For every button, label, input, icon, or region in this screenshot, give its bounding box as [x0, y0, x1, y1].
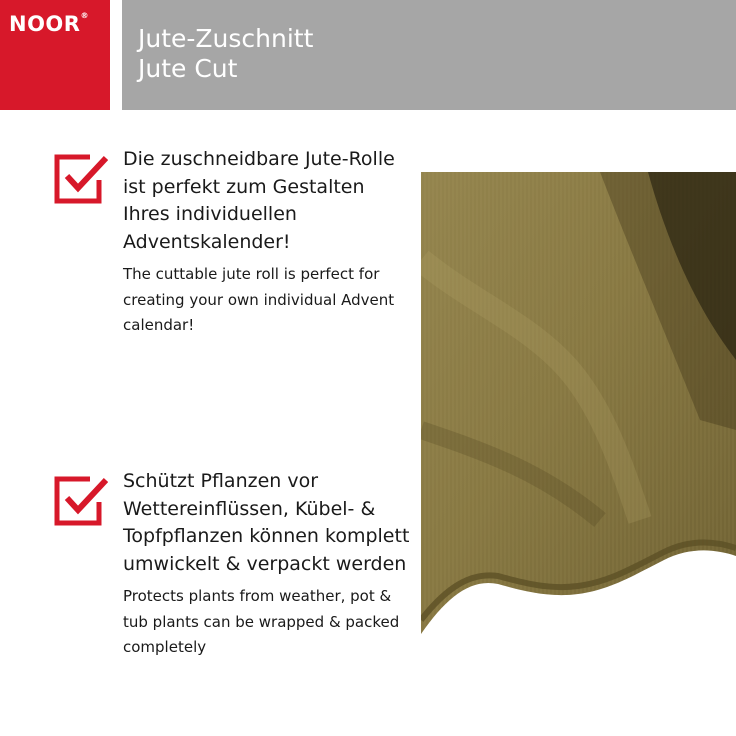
feature-1 — [123, 146, 413, 339]
feature-1-text-en: The cuttable jute roll is perfect for creating your own individual Advent calendar! — [123, 265, 395, 334]
feature-2 — [123, 468, 413, 661]
page-title-en: Jute Cut — [138, 54, 238, 83]
page-title-de: Jute-Zuschnitt — [138, 24, 314, 53]
feature-2-text-en: Protects plants from weather, pot & tub plants can be wrapped & packed completely — [123, 587, 400, 656]
feature-2-text-de: Schützt Pflanzen vor Wettereinflüssen, Kübel- & Topfpflanzen können komplett umwickelt & verpackt werden — [123, 470, 410, 575]
checkbox-check-icon — [52, 150, 108, 206]
feature-1-text-de: Die zuschneidbare Jute-Rolle ist perfekt zum Gestalten Ihres individuellen Adventskalender! — [123, 148, 395, 253]
checkbox-check-icon — [52, 472, 108, 528]
brand-logo-text: NOOR® — [9, 11, 89, 36]
